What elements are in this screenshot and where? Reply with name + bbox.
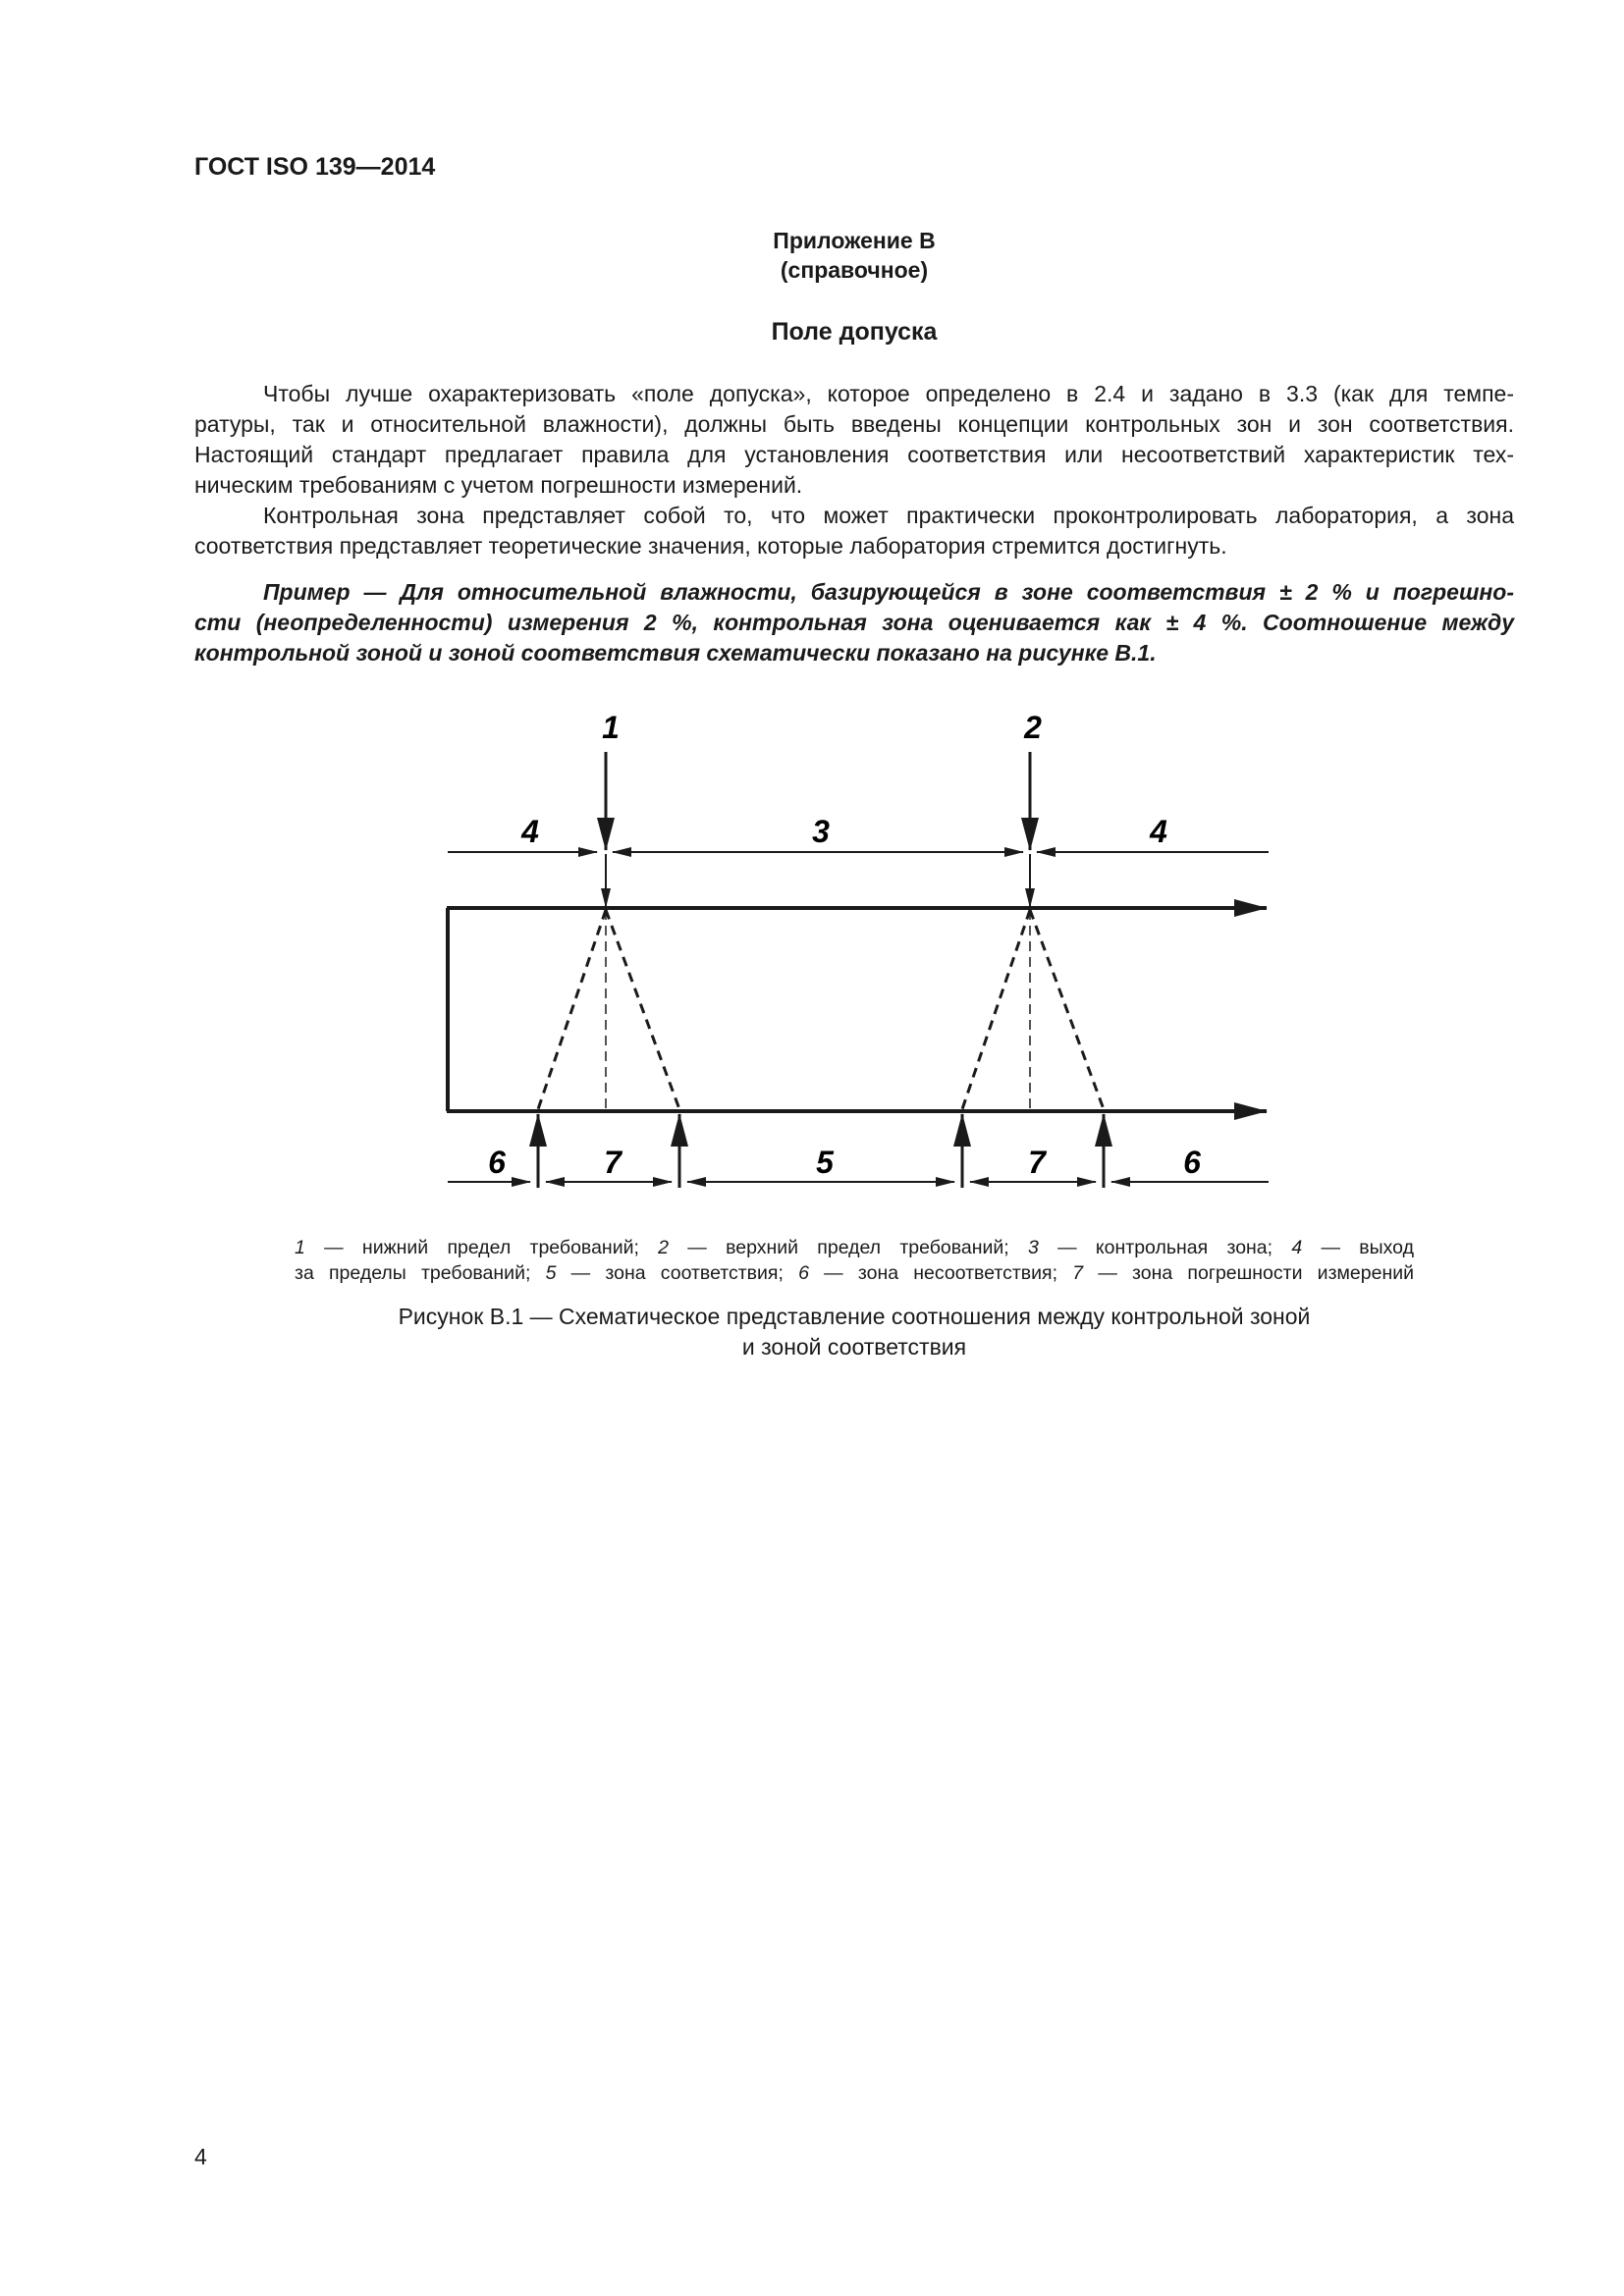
example-line: контрольной зоной и зоной соответствия схематически показано на рисунке В.1. xyxy=(194,640,1157,666)
label-7-left: 7 xyxy=(604,1145,622,1180)
paragraph-line: соответствия представляет теоретические значения, которые лаборатория стремится достигнуть. xyxy=(194,533,1227,559)
legend-number: 7 xyxy=(1072,1262,1084,1284)
paragraph-line: Чтобы лучше охарактеризовать «поле допуска», которое определено в 2.4 и задано в 3.3 (как для темпе- xyxy=(263,381,1514,406)
label-4-left: 4 xyxy=(521,814,539,849)
legend-line-1 xyxy=(295,1235,1414,1260)
legend-number: 2 xyxy=(658,1237,670,1258)
legend-text: — нижний предел требований; xyxy=(304,1237,659,1258)
legend-text: — зона погрешности измерений xyxy=(1083,1262,1415,1284)
label-3: 3 xyxy=(812,814,830,849)
paragraph-line: ратуры, так и относительной влажности), должны быть введены концепции контрольных зон и зон соответствия. xyxy=(194,411,1514,437)
example-line: сти (неопределенности) измерения 2 %, контрольная зона оценивается как ± 4 %. Соотношение между xyxy=(194,610,1514,635)
caption-line-1: Рисунок В.1 — Схематическое представление соотношения между контрольной зоной xyxy=(398,1304,1311,1329)
legend-text: — зона несоответствия; xyxy=(808,1262,1073,1284)
uncertainty-triangle-1 xyxy=(538,910,679,1109)
label-1: 1 xyxy=(602,710,620,745)
legend-number: 5 xyxy=(545,1262,557,1284)
document-header: ГОСТ ISO 139—2014 xyxy=(194,153,436,181)
page-number: 4 xyxy=(194,2144,207,2169)
label-6-left: 6 xyxy=(488,1145,506,1180)
legend-number: 3 xyxy=(1028,1237,1039,1258)
paragraph-line: ническим требованиям с учетом погрешности измерений. xyxy=(194,472,803,498)
legend-text: — зона соответствия; xyxy=(556,1262,799,1284)
legend-text: — верхний предел требований; xyxy=(669,1237,1028,1258)
label-6-right: 6 xyxy=(1183,1145,1201,1180)
caption-line-2: и зоной соответствия xyxy=(741,1334,967,1360)
example-line: Пример — Для относительной влажности, базирующейся в зоне соответствия ± 2 % и погрешно- xyxy=(263,579,1514,605)
paragraph-line: Контрольная зона представляет собой то, что может практически проконтролировать лаборатория, а зона xyxy=(263,503,1514,528)
legend-line-2 xyxy=(295,1260,1414,1286)
label-2: 2 xyxy=(1024,710,1042,745)
paragraph-line: Настоящий стандарт предлагает правила для установления соответствия или несоответствий характеристик тех- xyxy=(194,442,1514,467)
legend-number: 1 xyxy=(295,1237,305,1258)
annex-subtitle: (справочное) xyxy=(780,257,929,283)
figure-legend xyxy=(295,1235,1414,1286)
legend-text: — контрольная зона; xyxy=(1038,1237,1292,1258)
label-7-right: 7 xyxy=(1028,1145,1046,1180)
legend-number: 4 xyxy=(1291,1237,1303,1258)
legend-number: 6 xyxy=(798,1262,809,1284)
label-4-right: 4 xyxy=(1150,814,1167,849)
section-title: Поле допуска xyxy=(771,318,938,346)
main-band xyxy=(447,908,1267,1111)
legend-text: — выход xyxy=(1302,1237,1414,1258)
label-5: 5 xyxy=(816,1145,834,1180)
uncertainty-triangle-2 xyxy=(962,910,1104,1109)
annex-title: Приложение В xyxy=(773,228,936,253)
legend-text: за пределы требований; xyxy=(295,1262,546,1284)
figure-caption xyxy=(194,1302,1514,1362)
